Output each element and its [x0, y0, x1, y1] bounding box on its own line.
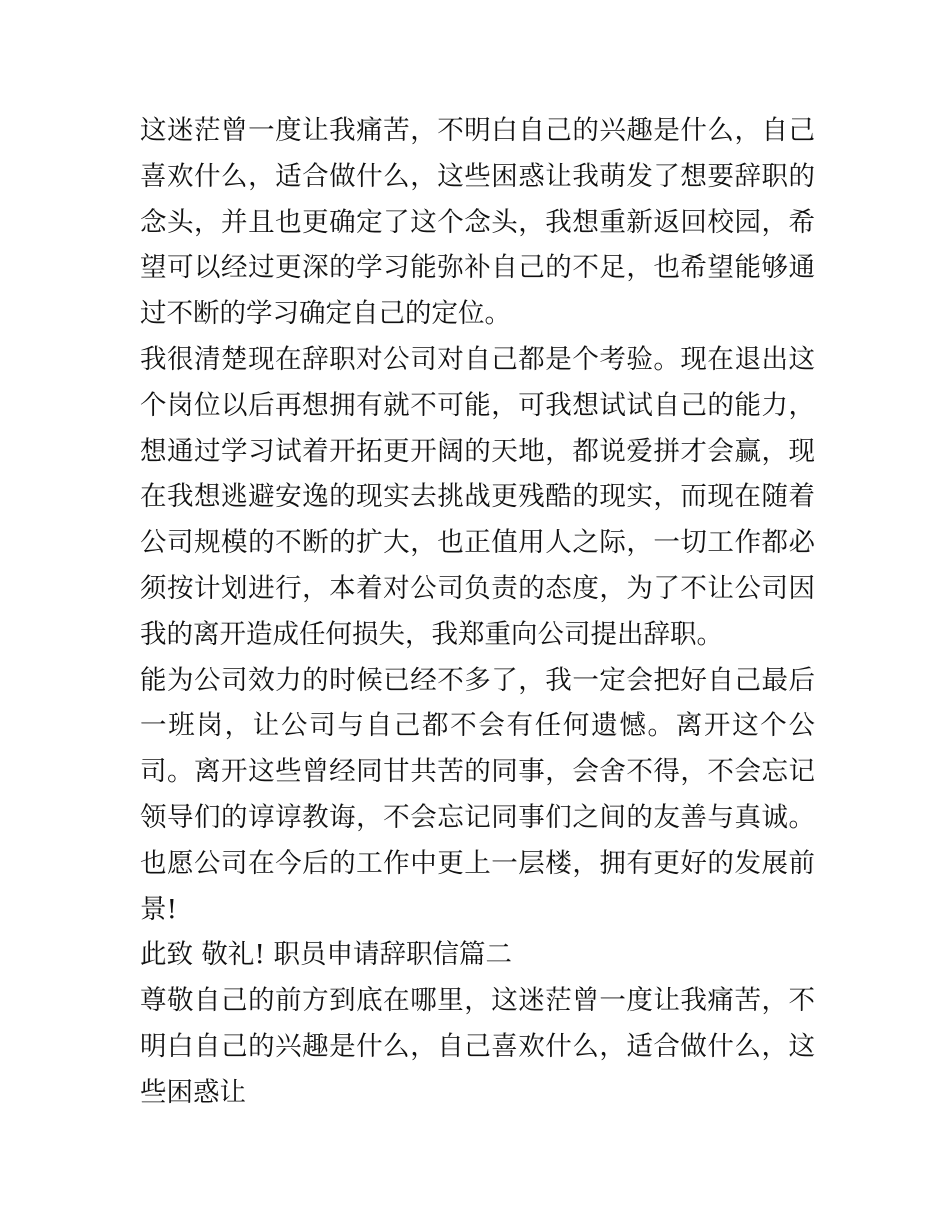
paragraph-1: 这迷茫曾一度让我痛苦，不明白自己的兴趣是什么，自己喜欢什么，适合做什么，这些困惑让我萌发了想要辞职的念头，并且也更确定了这个念头，我想重新返回校园，希望可以经过更深的学习能弥补自己的不足，也希望能够通过不断的学习确定自己的定位。	[140, 115, 815, 330]
paragraph-5: 尊敬自己的前方到底在哪里，这迷茫曾一度让我痛苦，不明白自己的兴趣是什么，自己喜欢什么，适合做什么，这些困惑让	[140, 985, 815, 1108]
paragraph-3: 能为公司效力的时候已经不多了，我一定会把好自己最后一班岗，让公司与自己都不会有任何遗憾。离开这个公司。离开这些曾经同甘共苦的同事，会舍不得，不会忘记领导们的谆谆教诲，不会忘记同事们之间的友善与真诚。也愿公司在今后的工作中更上一层楼，拥有更好的发展前景!	[140, 664, 815, 925]
document-body	[140, 108, 815, 1116]
paragraph-closing-heading: 此致 敬礼! 职员申请辞职信篇二	[140, 939, 512, 971]
paragraph-2: 我很清楚现在辞职对公司对自己都是个考验。现在退出这个岗位以后再想拥有就不可能，可我想试试自己的能力，想通过学习试着开拓更开阔的天地，都说爱拼才会赢，现在我想逃避安逸的现实去挑战更残酷的现实，而现在随着公司规模的不断的扩大，也正值用人之际，一切工作都必须按计划进行，本着对公司负责的态度，为了不让公司因我的离开造成任何损失，我郑重向公司提出辞职。	[140, 343, 815, 650]
